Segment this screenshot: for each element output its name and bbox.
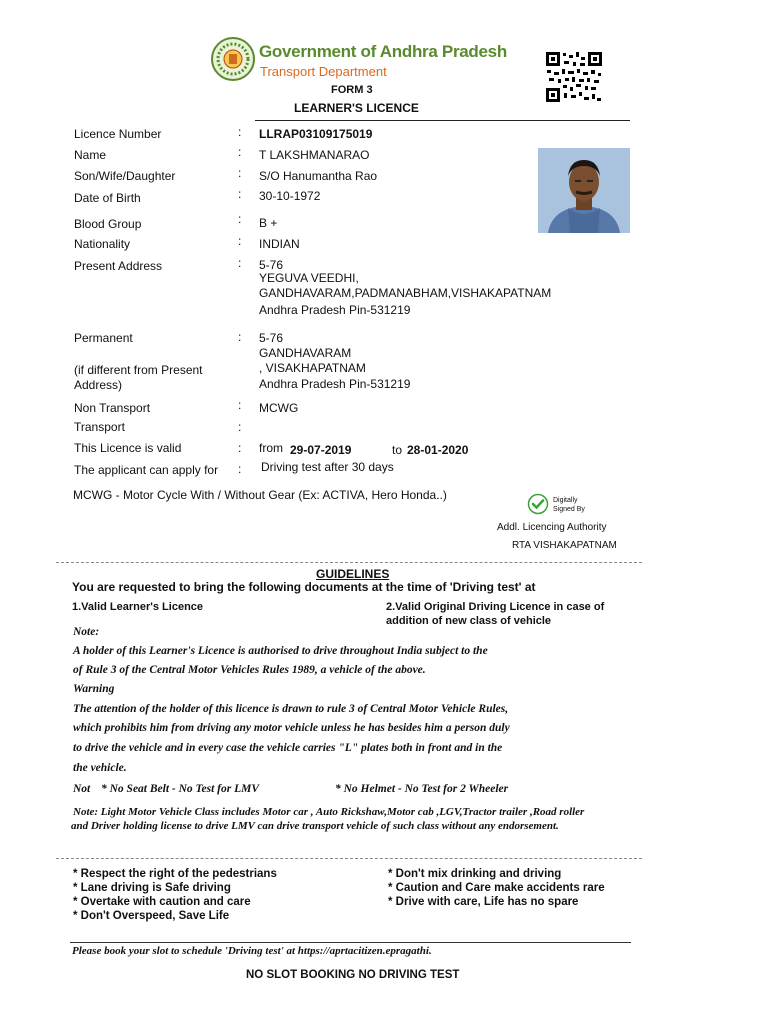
applicant-photo	[538, 148, 630, 233]
validity-to-label: to	[392, 443, 403, 457]
note-text: of Rule 3 of the Central Motor Vehicles Rules 1989, a vehicle of the above.	[73, 664, 426, 676]
permanent-address-sublabel: (if different from Present	[74, 363, 203, 377]
footer-divider	[70, 942, 631, 943]
apply-for-label: The applicant can apply for	[74, 463, 219, 477]
transport-label: Transport	[74, 420, 125, 434]
present-address-label: Present Address	[74, 259, 163, 273]
no-slot-warning: NO SLOT BOOKING NO DRIVING TEST	[246, 969, 460, 981]
guidelines-title: GUIDELINES	[316, 567, 390, 581]
dob-label: Date of Birth	[74, 191, 141, 205]
safety-tip: * Drive with care, Life has no spare	[388, 896, 579, 908]
permanent-address-line: 5-76	[259, 331, 284, 345]
class-description: MCWG - Motor Cycle With / Without Gear (Ex: ACTIVA, Hero Honda..)	[73, 488, 447, 502]
ap-emblem-logo	[210, 36, 256, 82]
colon: :	[238, 398, 242, 412]
colon: :	[238, 441, 242, 455]
nationality-label: Nationality	[74, 237, 131, 251]
apply-for-value: Driving test after 30 days	[261, 460, 394, 474]
seat-belt-rule: * No Seat Belt - No Test for LMV	[101, 783, 260, 795]
dept-title: Transport Department	[260, 64, 387, 79]
doc-title: LEARNER'S LICENCE	[294, 101, 419, 115]
present-address-line: Andhra Pradesh Pin-531219	[259, 303, 411, 317]
nationality-value: INDIAN	[259, 237, 300, 251]
digitally-text: Digitally	[553, 497, 578, 504]
guidelines-intro: You are requested to bring the following documents at the time of 'Driving test' at	[72, 580, 536, 594]
not-label: Not	[73, 783, 91, 795]
warning-text: which prohibits him from driving any motor vehicle unless he has besides him a person duly	[73, 722, 510, 734]
doc-requirement-1: 1.Valid Learner's Licence	[72, 601, 204, 613]
present-address-line: 5-76	[259, 258, 284, 272]
divider	[56, 562, 642, 563]
blood-group-label: Blood Group	[74, 217, 142, 231]
colon: :	[238, 462, 242, 476]
colon: :	[238, 420, 242, 434]
lmv-note: Note: Light Motor Vehicle Class includes Motor car , Auto Rickshaw,Motor cab ,LGV,Tractor trailer ,Road roller	[73, 806, 585, 818]
relation-value: S/O Hanumantha Rao	[259, 169, 378, 183]
warning-text: to drive the vehicle and in every case the vehicle carries "L" plates both in front and in the	[73, 742, 503, 754]
booking-text: Please book your slot to schedule 'Driving test' at https://aprtacitizen.epragathi.	[72, 945, 432, 957]
colon: :	[238, 212, 242, 226]
safety-tip: * Don't mix drinking and driving	[388, 868, 562, 880]
validity-from-date: 29-07-2019	[290, 443, 352, 457]
helmet-rule: * No Helmet - No Test for 2 Wheeler	[335, 783, 509, 795]
safety-tip: * Lane driving is Safe driving	[73, 882, 231, 894]
colon: :	[238, 145, 242, 159]
licence-number-value: LLRAP03109175019	[259, 127, 373, 141]
present-address-line: GANDHAVARAM,PADMANABHAM,VISHAKAPATNAM	[259, 286, 552, 300]
name-value: T LAKSHMANARAO	[259, 148, 370, 162]
gov-title: Government of Andhra Pradesh	[259, 42, 507, 61]
safety-tip: * Overtake with caution and care	[73, 896, 251, 908]
colon: :	[238, 330, 242, 344]
colon: :	[238, 256, 242, 270]
check-icon	[527, 493, 549, 515]
authority-text: Addl. Licencing Authority	[497, 522, 607, 533]
blood-group-value: B +	[259, 216, 278, 230]
permanent-address-line: GANDHAVARAM	[259, 346, 352, 360]
safety-tip: * Caution and Care make accidents rare	[388, 882, 605, 894]
validity-to-date: 28-01-2020	[407, 443, 469, 457]
non-transport-value: MCWG	[259, 401, 299, 415]
dob-value: 30-10-1972	[259, 189, 321, 203]
permanent-address-line: , VISAKHAPATNAM	[259, 361, 366, 375]
warning-text: The attention of the holder of this licence is drawn to rule 3 of Central Motor Vehicle Rules,	[73, 703, 509, 715]
licence-number-label: Licence Number	[74, 127, 162, 141]
relation-label: Son/Wife/Daughter	[74, 169, 176, 183]
colon: :	[238, 166, 242, 180]
doc-requirement-2: 2.Valid Original Driving Licence in case of	[386, 601, 605, 613]
note-heading: Note:	[73, 626, 100, 638]
validity-from-label: from	[259, 441, 283, 455]
non-transport-label: Non Transport	[74, 401, 151, 415]
permanent-address-label: Permanent	[74, 331, 133, 345]
warning-heading: Warning	[73, 683, 115, 695]
form-number: FORM 3	[331, 84, 373, 96]
colon: :	[238, 234, 242, 248]
colon: :	[238, 125, 242, 139]
validity-label: This Licence is valid	[74, 441, 182, 455]
header-divider	[255, 120, 630, 121]
permanent-address-sublabel: Address)	[74, 378, 123, 392]
divider	[56, 858, 642, 859]
safety-tip: * Don't Overspeed, Save Life	[73, 910, 230, 922]
colon: :	[238, 187, 242, 201]
doc-requirement-2-cont: addition of new class of vehicle	[386, 615, 552, 627]
signed-by-text: Signed By	[553, 506, 585, 513]
permanent-address-line: Andhra Pradesh Pin-531219	[259, 377, 411, 391]
warning-text: the vehicle.	[73, 762, 127, 774]
office-text: RTA VISHAKAPATNAM	[512, 540, 617, 551]
lmv-note: and Driver holding license to drive LMV can drive transport vehicle of such class without any endorsement.	[71, 820, 559, 832]
present-address-line: YEGUVA VEEDHI,	[259, 271, 359, 285]
qr-code-icon	[545, 51, 603, 103]
name-label: Name	[74, 148, 107, 162]
safety-tip: * Respect the right of the pedestrians	[73, 868, 277, 880]
note-text: A holder of this Learner's Licence is authorised to drive throughout India subject to the	[73, 645, 488, 657]
